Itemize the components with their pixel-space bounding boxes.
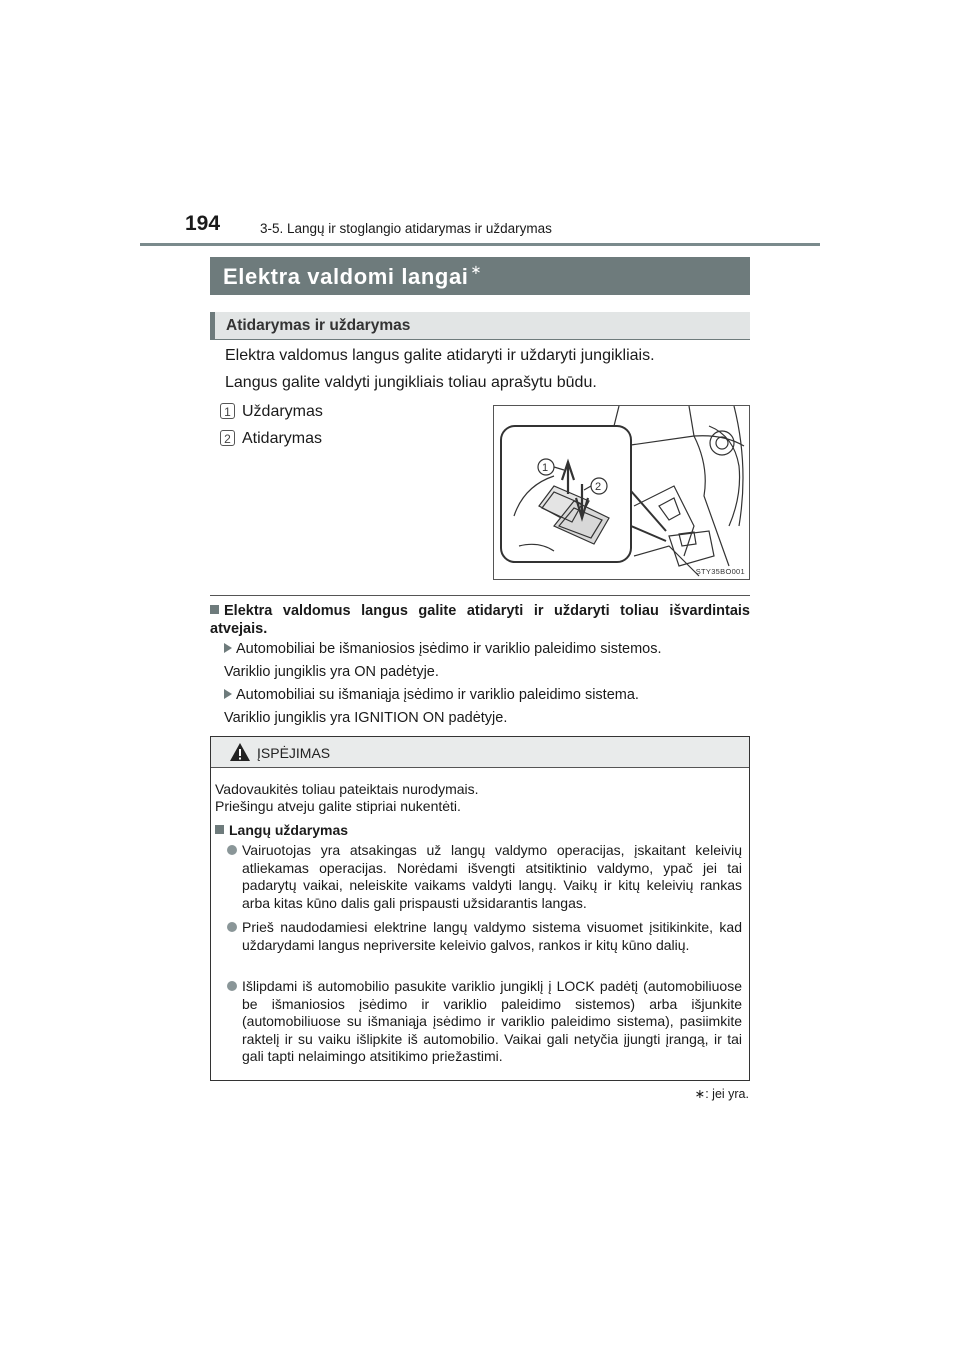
condition-2-text: Variklio jungiklis yra IGNITION ON padėtyje.: [224, 710, 508, 726]
header-divider: [140, 243, 820, 246]
condition-2-case: [224, 687, 639, 703]
triangle-bullet-icon: [224, 643, 232, 653]
condition-1-case-text: Automobiliai be išmaniosios įsėdimo ir variklio paleidimo sistemos.: [236, 641, 662, 657]
intro-line-1: Elektra valdomus langus galite atidaryti ir uždaryti jungikliais.: [225, 347, 655, 364]
figure-callout-1: 1: [542, 462, 549, 474]
footnote: ∗: jei yra.: [694, 1087, 749, 1101]
figure-code: STY35BO001: [695, 567, 745, 576]
subheading-rule: [210, 339, 750, 340]
title-bar: [210, 257, 750, 295]
warning-bullet-2-text: Prieš naudodamiesi elektrine langų valdymo sistema visuomet įsitikinkite, kad uždarydami langus nepriversite keleivio galvos, rankos ir kitų kūno dalių.: [242, 919, 742, 953]
page-title-text: Elektra valdomi langai: [223, 264, 469, 289]
condition-2-case-text: Automobiliai su išmaniąja įsėdimo ir variklio paleidimo sistema.: [236, 687, 639, 703]
step-1-label: Uždarymas: [242, 403, 323, 420]
page-number: 194: [185, 212, 221, 235]
condition-1-case: [224, 641, 662, 657]
step-2-number: 2: [220, 430, 235, 446]
square-bullet-icon: [215, 825, 224, 834]
warning-bullet-2: [242, 919, 742, 954]
circle-bullet-icon: [227, 845, 237, 855]
warning-triangle-icon: [229, 742, 251, 762]
step-2-label: Atidarymas: [242, 430, 323, 447]
warning-subheading-text: Langų uždarymas: [229, 822, 349, 838]
conditions-heading-text: Elektra valdomus langus galite atidaryti ir uždaryti toliau išvardintais atvejais.: [210, 603, 750, 637]
conditions-heading: [210, 602, 750, 638]
warning-subheading: [215, 822, 348, 839]
title-asterisk: ∗: [470, 262, 483, 277]
step-1-number: 1: [220, 403, 235, 419]
condition-1-text: Variklio jungiklis yra ON padėtyje.: [224, 664, 439, 680]
page-title: [223, 264, 482, 290]
window-switch-illustration: [493, 405, 750, 580]
switch-drawing: [494, 406, 749, 579]
warning-bullet-3-text: Išlipdami iš automobilio pasukite variklio jungiklį į LOCK padėtį (automobiliuose be išmaniosios įsėdimo ir variklio paleidimo sistemos) arba išjunkite (automobiliuose su išmaniąja įsėdimo ir variklio paleidimo sistema), pasiimkite raktelį ir su vaiku išlipkite iš automobilio. Vaikai gali netyčia įjungti įrangą, ir tai gali tapti nelaimingo atsitikimo priežastimi.: [242, 978, 742, 1064]
section-divider: [210, 595, 750, 596]
subheading: Atidarymas ir uždarymas: [226, 317, 411, 334]
subheading-bar: [210, 312, 750, 340]
warning-header: [211, 737, 749, 768]
intro-line-2: Langus galite valdyti jungikliais toliau aprašytu būdu.: [225, 374, 597, 391]
warning-title: ĮSPĖJIMAS: [257, 745, 331, 761]
warning-bullet-3: [242, 978, 742, 1066]
warning-intro-1: Vadovaukitės toliau pateiktais nurodymais.: [215, 781, 479, 797]
section-header: 3-5. Langų ir stoglangio atidarymas ir uždarymas: [260, 221, 552, 236]
triangle-bullet-icon: [224, 689, 232, 699]
warning-box: [210, 736, 750, 1081]
warning-bullet-1: [242, 842, 742, 912]
square-bullet-icon: [210, 605, 219, 614]
warning-intro-2: Priešingu atveju galite stipriai nukentėti.: [215, 798, 461, 814]
circle-bullet-icon: [227, 922, 237, 932]
circle-bullet-icon: [227, 981, 237, 991]
warning-bullet-1-text: Vairuotojas yra atsakingas už langų valdymo operacijas, įskaitant keleivių atliekamas operacijas. Norėdami išvengti atsitiktinio valdymo, ypač jei tai padarytų vaikai, neleiskite vaikams valdyti langų. Vaikų ir kitų keleivių rankas arba kitas kūno dalis gali prispausti užsidarantis langas.: [242, 842, 742, 911]
figure-callout-2: 2: [595, 481, 602, 493]
